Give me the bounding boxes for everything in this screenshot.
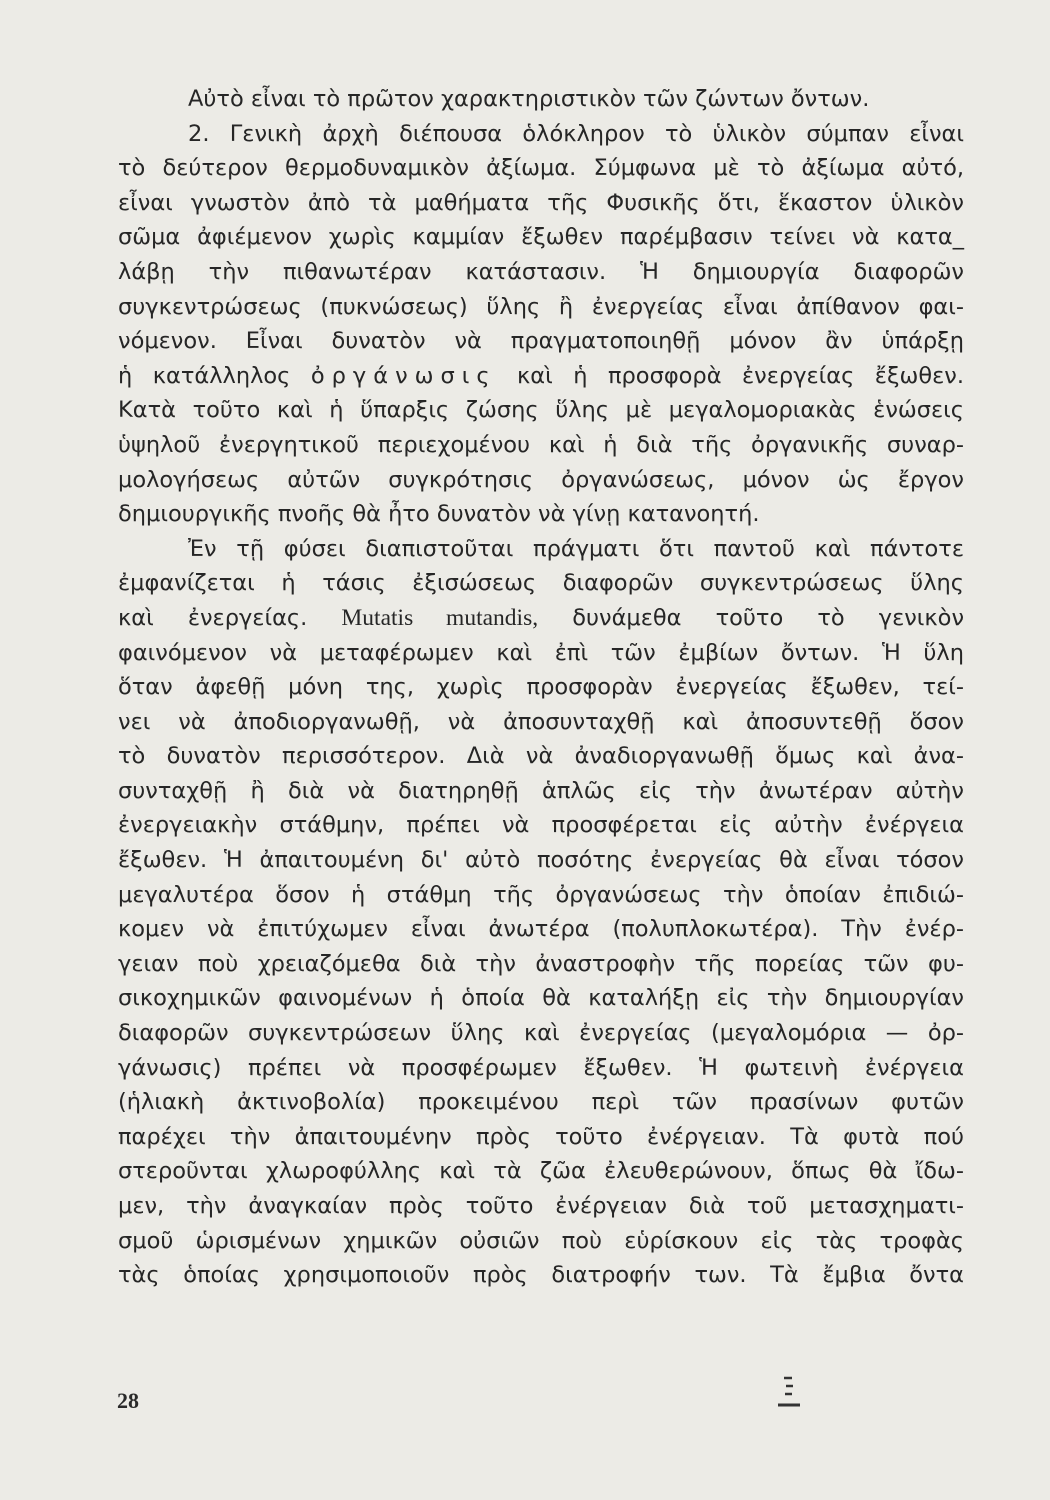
text-line: 2. Γενικὴ ἀρχὴ διέπουσα ὁλόκληρον τὸ ὑλικὸν σύμπαν εἶναι (188, 120, 964, 147)
text-line: μεν, τὴν ἀναγκαίαν πρὸς τοῦτο ἐνέργειαν διὰ τοῦ μετασχηματι- (118, 1193, 964, 1219)
text-line: συγκεντρώσεως (πυκνώσεως) ὕλης ἢ ἐνεργείας εἶναι ἀπίθανον φαι- (118, 293, 964, 320)
text-line: κομεν νὰ ἐπιτύχωμεν εἶναι ἀνωτέρα (πολυπλοκωτέρα). Τὴν ἐνέρ- (118, 916, 964, 943)
text-segment: δυνάμεθα τοῦτο τὸ γενικὸν (572, 604, 965, 631)
text-line: νει νὰ ἀποδιοργανωθῇ, νὰ ἀποσυνταχθῇ καὶ ἀποσυντεθῇ ὅσον (118, 708, 964, 735)
text-line: σικοχημικῶν φαινομένων ἡ ὁποία θὰ καταλήξῃ εἰς τὴν δημιουργίαν (118, 985, 964, 1012)
text-line (118, 359, 964, 394)
text-line: Ἐν τῇ φύσει διαπιστοῦται πράγματι ὅτι παντοῦ καὶ πάντοτε (188, 535, 964, 562)
latin-phrase: Mutatis mutandis, (341, 604, 539, 631)
text-segment: ἡ κατάλληλος (118, 362, 291, 389)
text-line: γάνωσις) πρέπει νὰ προσφέρωμεν ἔξωθεν. Ἡ φωτεινὴ ἐνέργεια (118, 1054, 964, 1081)
text-line: τὸ δυνατὸν περισσότερον. Διὰ νὰ ἀναδιοργανωθῇ ὅμως καὶ ἀνα- (118, 743, 964, 770)
text-line: συνταχθῇ ἢ διὰ νὰ διατηρηθῇ ἁπλῶς εἰς τὴν ἀνωτέραν αὐτὴν (118, 777, 964, 804)
text-line: ἐνεργειακὴν στάθμην, πρέπει νὰ προσφέρεται εἰς αὐτὴν ἐνέργεια (118, 812, 964, 839)
text-line: ἔξωθεν. Ἡ ἀπαιτουμένη δι' αὐτὸ ποσότης ἐνεργείας θὰ εἶναι τόσον (118, 847, 964, 874)
page-number: 28 (117, 1388, 139, 1413)
text-line (118, 601, 964, 636)
signature-mark-icon (776, 1372, 802, 1412)
text-line: λάβῃ τὴν πιθανωτέραν κατάστασιν. Ἡ δημιουργία διαφορῶν (118, 258, 964, 285)
text-line: ἐμφανίζεται ἡ τάσις ἐξισώσεως διαφορῶν συγκεντρώσεως ὕλης (118, 570, 964, 597)
text-line: μεγαλυτέρα ὅσον ἡ στάθμη τῆς ὀργανώσεως τὴν ὁποίαν ἐπιδιώ- (118, 881, 964, 908)
text-line: σμοῦ ὡρισμένων χημικῶν οὐσιῶν ποὺ εὑρίσκουν εἰς τὰς τροφὰς (118, 1227, 964, 1254)
text-segment: καὶ ἡ προσφορὰ ἐνεργείας ἔξωθεν. (517, 362, 965, 389)
text-line: εἶναι γνωστὸν ἀπὸ τὰ μαθήματα τῆς Φυσικῆς ὅτι, ἕκαστον ὑλικὸν (118, 189, 964, 216)
text-line: δημιουργικῆς πνοῆς θὰ ἦτο δυνατὸν νὰ γίνῃ κατανοητή. (118, 501, 760, 528)
text-line: μολογήσεως αὐτῶν συγκρότησις ὀργανώσεως, μόνον ὡς ἔργον (118, 466, 964, 493)
text-line: τὰς ὁποίας χρησιμοποιοῦν πρὸς διατροφήν των. Τὰ ἔμβια ὄντα (118, 1262, 964, 1289)
text-line: (ἡλιακὴ ἀκτινοβολία) προκειμένου περὶ τῶν πρασίνων φυτῶν (118, 1089, 964, 1116)
text-line: τὸ δεύτερον θερμοδυναμικὸν ἀξίωμα. Σύμφωνα μὲ τὸ ἀξίωμα αὐτό, (118, 155, 964, 182)
text-line: παρέχει τὴν ἀπαιτουμένην πρὸς τοῦτο ἐνέργειαν. Τὰ φυτὰ πού (118, 1123, 964, 1150)
text-line: ὅταν ἀφεθῇ μόνη της, χωρὶς προσφορὰν ἐνεργείας ἔξωθεν, τεί- (118, 674, 964, 701)
text-line: στεροῦνται χλωροφύλλης καὶ τὰ ζῶα ἐλευθερώνουν, ὅπως θὰ ἴδω- (118, 1158, 964, 1185)
emphasized-word: ὀργάνωσις (310, 362, 497, 389)
body-text (118, 82, 964, 1293)
text-line: γειαν ποὺ χρειαζόμεθα διὰ τὴν ἀναστροφὴν τῆς πορείας τῶν φυ- (118, 950, 964, 977)
text-line: ὑψηλοῦ ἐνεργητικοῦ περιεχομένου καὶ ἡ διὰ τῆς ὀργανικῆς συναρ- (118, 431, 964, 458)
text-line: σῶμα ἀφιέμενον χωρὶς καμμίαν ἔξωθεν παρέμβασιν τείνει νὰ κατα_ (118, 224, 964, 251)
text-line: Αὐτὸ εἶναι τὸ πρῶτον χαρακτηριστικὸν τῶν ζώντων ὄντων. (188, 86, 870, 112)
text-line: φαινόμενον νὰ μεταφέρωμεν καὶ ἐπὶ τῶν ἐμβίων ὄντων. Ἡ ὕλη (118, 639, 964, 666)
text-segment: καὶ ἐνεργείας. (118, 604, 308, 631)
text-line: Κατὰ τοῦτο καὶ ἡ ὕπαρξις ζώσης ὕλης μὲ μεγαλομοριακὰς ἑνώσεις (118, 397, 964, 424)
text-line: διαφορῶν συγκεντρώσεων ὕλης καὶ ἐνεργείας (μεγαλομόρια — ὀρ- (118, 1020, 964, 1047)
text-line: νόμενον. Εἶναι δυνατὸν νὰ πραγματοποιηθῇ μόνον ἂν ὑπάρξῃ (118, 328, 964, 355)
